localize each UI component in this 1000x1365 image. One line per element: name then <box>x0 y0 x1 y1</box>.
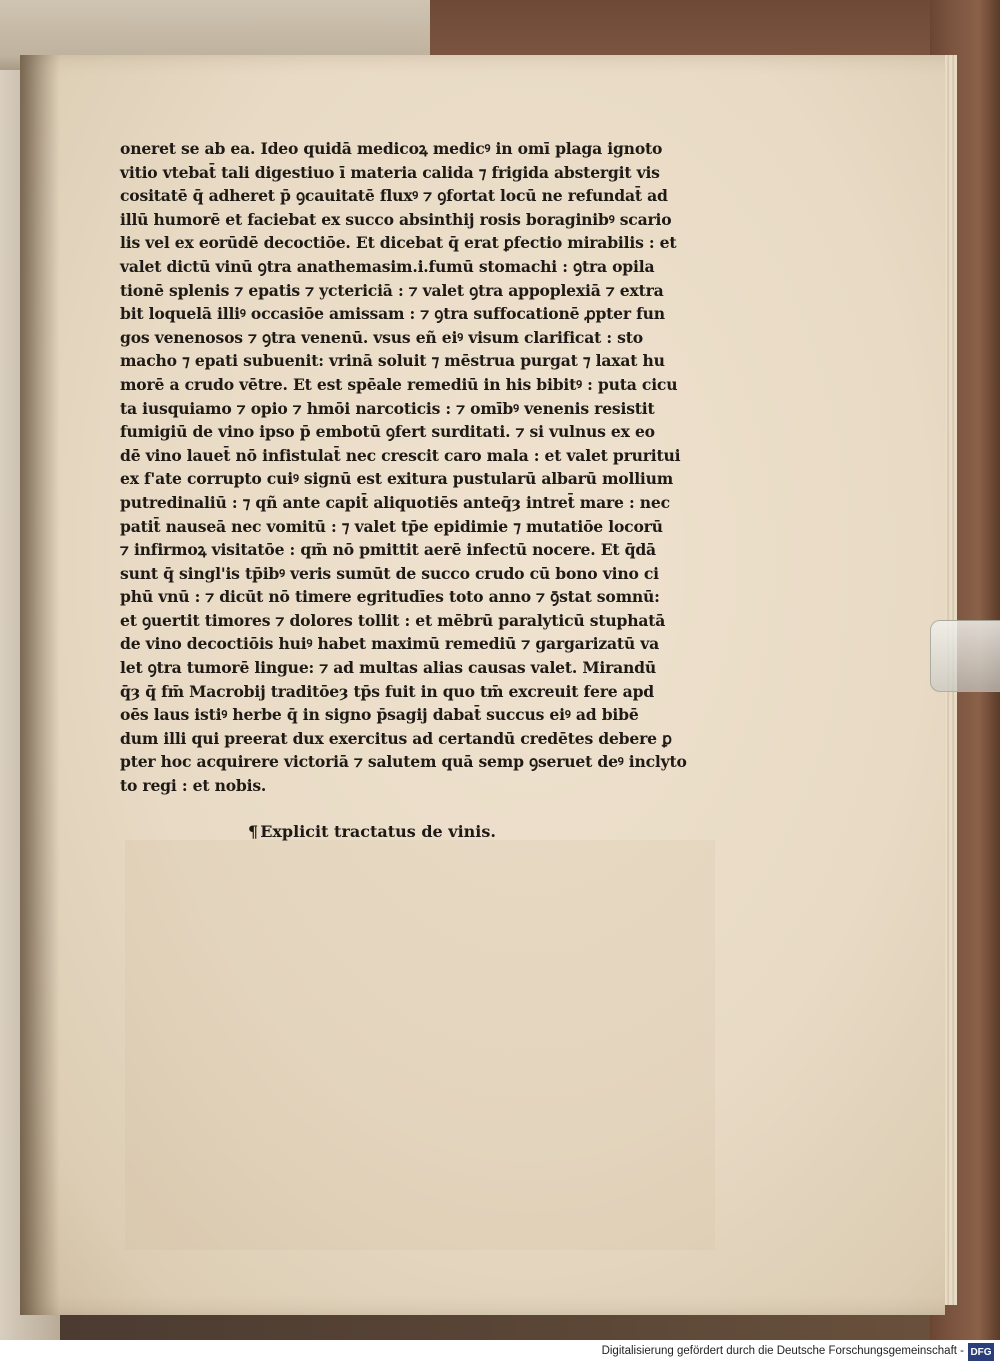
text-line: oneret se ab ea. Ideo quidā medicoꝝ medicꝰ in omī plaga ignoto <box>120 139 663 158</box>
text-line: ⁊ infirmoꝝ visitatōe : qm̄ nō pmittit aerē infectū nocere. Et q̄dā <box>120 540 656 560</box>
text-line: dum illi qui preerat dux exercitus ad certandū credētes debere ꝑ <box>120 728 672 748</box>
top-cover-board <box>420 0 1000 60</box>
footer-bar <box>0 1340 1000 1365</box>
text-line: morē a crudo vētre. Et est spēale remediū in his bibitꝰ : puta cicu <box>120 374 678 394</box>
explicit-text: Explicit tractatus de vinis. <box>260 822 496 841</box>
text-line: dē vino lauet̄ nō infistulat̄ nec crescit caro mala : et valet pruritui <box>120 445 681 465</box>
text-line: ex f'ate corrupto cuiꝰ signū est exitura pustularū albarū mollium <box>120 469 674 489</box>
text-line: lis vel ex eorūdē decoctiōe. Et dicebat q̄ erat ꝑfectio mirabilis : et <box>120 233 677 253</box>
text-line: oēs laus istiꝰ herbe q̄ in signo p̄sagij dabat̄ succus eiꝰ ad bibē <box>120 705 639 725</box>
page-clip <box>930 620 1000 692</box>
text-line: ta iusquiamo ⁊ opio ⁊ hmōi narcoticis : ⁊ omībꝰ venenis resistit <box>120 398 655 418</box>
text-line: vitio vtebat̄ tali digestiuo ī materia calida ⁊ frigida abstergit vis <box>120 162 660 182</box>
text-line: tionē splenis ⁊ epatis ⁊ yctericiā : ⁊ valet ꝯtra appoplexiā ⁊ extra <box>120 280 664 300</box>
text-line: pter hoc acquirere victoriā ⁊ salutem quā semp ꝯseruet deꝰ inclyto <box>120 752 687 772</box>
text-line: de vino decoctiōis huiꝰ habet maximū remediū ⁊ gargarizatū va <box>120 634 660 654</box>
dfg-logo: DFG <box>968 1343 994 1361</box>
pilcrow-mark: ¶ <box>248 822 259 841</box>
show-through-ghost-text <box>125 840 715 1250</box>
text-line: to regi : et nobis. <box>120 776 267 796</box>
text-line: q̄ȝ q̄ fm̄ Macrobij traditōeȝ tp̄s fuit in quo tm̄ excreuit fere apd <box>120 681 654 701</box>
text-line: gos venenosos ⁊ ꝯtra venenū. vsus eñ eiꝰ visum clarificat : sto <box>120 327 643 347</box>
text-line: et ꝯuertit timores ⁊ dolores tollit : et mēbrū paralyticū stuphatā <box>120 610 666 630</box>
text-line: let ꝯtra tumorē lingue: ⁊ ad multas alias causas valet. Mirandū <box>120 658 657 678</box>
text-line: macho ⁊ epati subuenit: vrinā soluit ⁊ mēstrua purgat ⁊ laxat hu <box>120 351 665 371</box>
text-line: phū vnū : ⁊ dicūt nō timere egritudīes toto anno ⁊ ꝯ̄stat somnū: <box>120 587 660 607</box>
page-gutter-shadow <box>20 55 60 1315</box>
text-line: sunt q̄ singl'is tp̄ibꝰ veris sumūt de succo crudo cū bono vino ci <box>120 563 659 583</box>
funding-credit: Digitalisierung gefördert durch die Deutsche Forschungsgemeinschaft - <box>601 1345 964 1357</box>
text-line: valet dictū vinū ꝯtra anathemasim.i.fumū stomachi : ꝯtra opila <box>120 256 655 276</box>
explicit-colophon <box>248 822 496 841</box>
text-line: patit̄ nauseā nec vomitū : ⁊ valet tp̄e epidimie ⁊ mutatiōe locorū <box>120 516 663 536</box>
text-line: bit loquelā illiꝰ occasiōe amissam : ⁊ ꝯtra suffocationē ꝓpter fun <box>120 304 665 324</box>
text-line: fumigiū de vino ipso p̄ embotū ꝯfert surditati. ⁊ si vulnus ex eo <box>120 422 655 442</box>
text-line: putredinaliū : ⁊ qñ ante capit̄ aliquotiēs anteq̄ȝ intret̄ mare : nec <box>120 492 670 512</box>
body-text <box>120 137 720 798</box>
text-line: illū humorē et faciebat ex succo absinthij rosis boraginibꝰ scario <box>120 209 672 229</box>
text-line: cositatē q̄ adheret p̄ ꝯcauitatē fluxꝰ ⁊ ꝯfortat locū ne refundat̄ ad <box>120 186 668 206</box>
